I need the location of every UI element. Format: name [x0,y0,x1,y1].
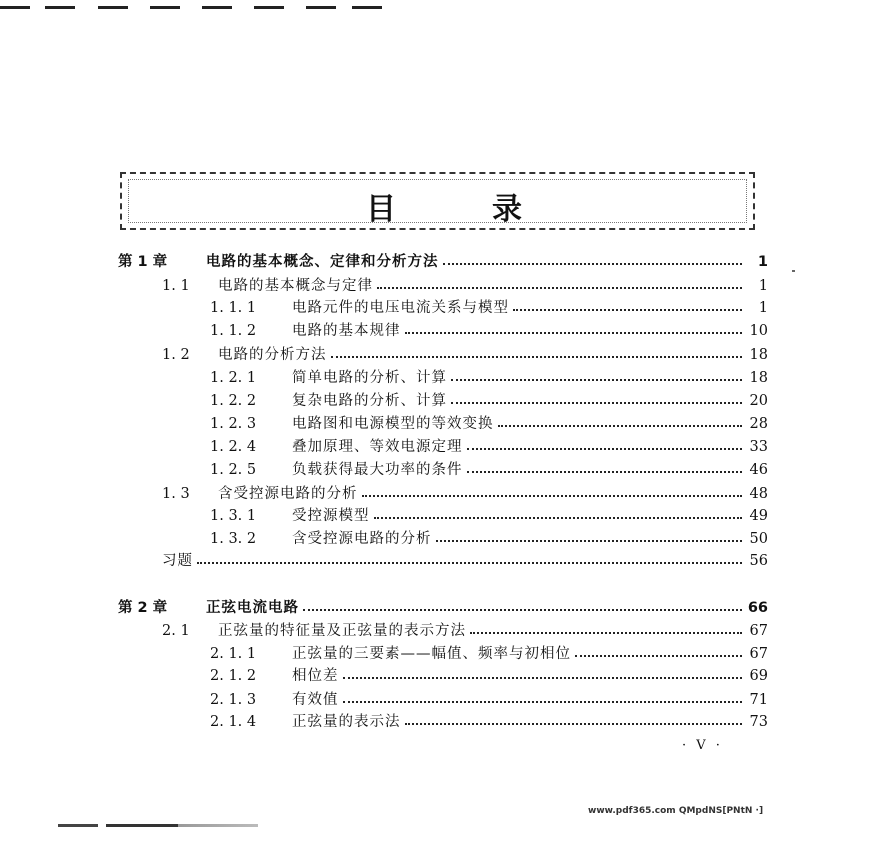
toc-entry-subsection[interactable] [210,530,768,548]
toc-leader [575,655,742,657]
toc-title: 简单电路的分析、计算 [292,370,447,386]
toc-number: 2. 1. 3 [210,692,257,708]
toc-entry-subsection[interactable] [210,691,768,709]
toc-entry-subsection[interactable] [210,667,768,685]
toc-number: 1. 2. 2 [210,393,257,409]
title-frame-inner [128,179,747,223]
toc-page: 66 [747,600,768,616]
toc-page: 46 [749,462,768,478]
toc-entry-subsection[interactable] [210,461,768,479]
toc-page: 1 [758,300,768,316]
toc-leader [303,609,742,611]
toc-leader [451,402,742,404]
toc-title: 有效值 [292,692,339,708]
toc-leader [362,495,743,497]
toc-page: 56 [749,553,768,569]
watermark-text: www.pdf365.com QMpdNS[PNtN ·] [588,806,764,816]
toc-entry-exercises[interactable] [162,552,768,570]
toc-leader [467,448,743,450]
title-char-lu: 录 [492,192,524,227]
toc-title: 受控源模型 [292,508,370,524]
toc-entry-subsection[interactable] [210,392,768,410]
toc-entry-section[interactable] [162,346,768,364]
toc-page: 18 [749,370,768,386]
toc-title: 电路的分析方法 [218,347,327,363]
toc-number: 1. 2. 5 [210,462,257,478]
toc-number: 1. 1 [162,278,190,294]
title-char-mu: 目 [366,192,398,227]
toc-leader [470,632,742,634]
toc-number: 1. 1. 2 [210,323,257,339]
toc-page: 18 [749,347,768,363]
toc-entry-subsection[interactable] [210,322,768,340]
toc-page: 1 [758,278,768,294]
toc-number: 1. 2 [162,347,190,363]
toc-leader [513,309,742,311]
toc-page: 73 [749,714,768,730]
toc-title: 含受控源电路的分析 [218,486,358,502]
toc-page: 28 [749,416,768,432]
toc-title: 含受控源电路的分析 [292,531,432,547]
toc-entry-chapter-1[interactable] [118,253,768,271]
toc-entry-subsection[interactable] [210,369,768,387]
toc-leader [443,263,743,265]
toc-leader [436,540,743,542]
toc-page: 10 [749,323,768,339]
toc-page: 33 [749,439,768,455]
toc-entry-subsection[interactable] [210,438,768,456]
toc-title: 正弦电流电路 [206,600,299,616]
toc-number: 2. 1. 1 [210,646,257,662]
toc-number: 2. 1. 4 [210,714,257,730]
toc-number: 2. 1. 2 [210,668,257,684]
toc-title: 电路元件的电压电流关系与模型 [292,300,509,316]
toc-title: 正弦量的表示法 [292,714,401,730]
bottom-scan-line [58,824,258,827]
toc-title: 叠加原理、等效电源定理 [292,439,463,455]
page-number-marker: · V · [682,738,723,753]
toc-page: 50 [749,531,768,547]
toc-leader [343,677,743,679]
toc-entry-subsection[interactable] [210,299,768,317]
toc-title: 电路的基本概念、定律和分析方法 [206,254,439,270]
toc-title: 电路的基本规律 [292,323,401,339]
toc-page: 67 [749,623,768,639]
toc-leader [374,517,743,519]
toc-leader [498,425,743,427]
toc-title: 负载获得最大功率的条件 [292,462,463,478]
toc-number: 1. 1. 1 [210,300,257,316]
toc-entry-subsection[interactable] [210,507,768,525]
toc-leader [331,356,743,358]
toc-number: 1. 3. 1 [210,508,257,524]
toc-entry-subsection[interactable] [210,645,768,663]
toc-number: 1. 3. 2 [210,531,257,547]
toc-page: 20 [749,393,768,409]
toc-title: 正弦量的三要素——幅值、频率与初相位 [292,646,571,662]
toc-title: 正弦量的特征量及正弦量的表示方法 [218,623,466,639]
toc-leader [467,471,743,473]
toc-page: 67 [749,646,768,662]
toc-title: 相位差 [292,668,339,684]
toc-page: 48 [749,486,768,502]
toc-leader [377,287,742,289]
toc-page: 1 [757,254,768,270]
toc-number: 1. 2. 4 [210,439,257,455]
toc-entry-subsection[interactable] [210,713,768,731]
toc-title: 电路的基本概念与定律 [218,278,373,294]
toc-title: 电路图和电源模型的等效变换 [292,416,494,432]
toc-entry-subsection[interactable] [210,415,768,433]
toc-leader [405,332,743,334]
toc-entry-section[interactable] [162,622,768,640]
top-dash-border [0,6,400,16]
toc-leader [343,701,743,703]
toc-number: 1. 2. 1 [210,370,257,386]
toc-entry-section[interactable] [162,485,768,503]
toc-entry-chapter-2[interactable] [118,599,768,617]
toc-title: 复杂电路的分析、计算 [292,393,447,409]
toc-number: 2. 1 [162,623,190,639]
toc-entry-section[interactable] [162,277,768,295]
toc-page: 71 [749,692,768,708]
title-frame [120,172,755,230]
toc-number: 1. 3 [162,486,190,502]
toc-title: 习题 [162,553,193,569]
toc-page: 49 [749,508,768,524]
toc-number: 第 2 章 [118,600,168,616]
toc-leader [451,379,742,381]
toc-number: 第 1 章 [118,254,168,270]
toc-page: 69 [749,668,768,684]
toc-leader [197,562,742,564]
scan-speck [792,270,795,272]
toc-number: 1. 2. 3 [210,416,257,432]
toc-leader [405,723,743,725]
